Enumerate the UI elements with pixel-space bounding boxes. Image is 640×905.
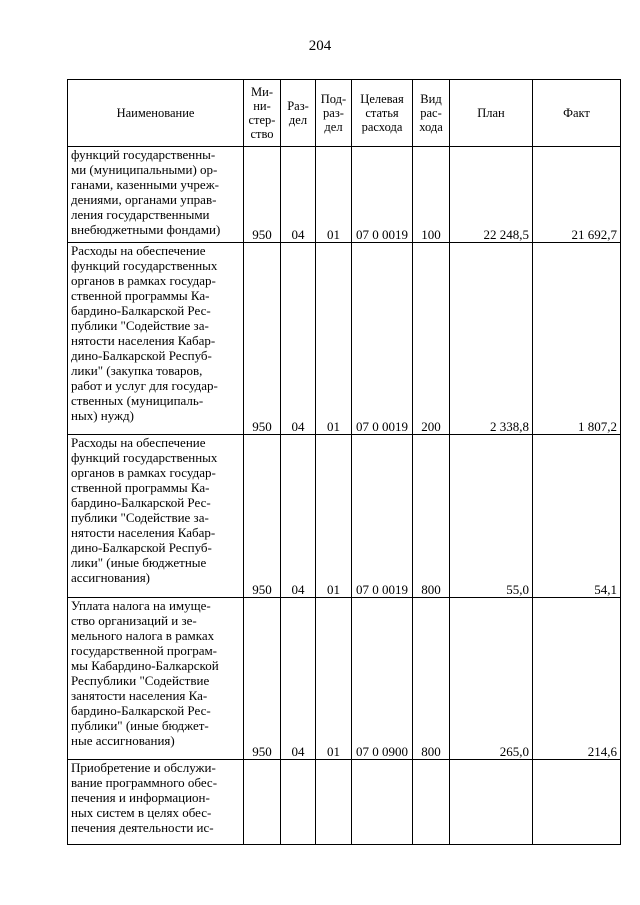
row-plan: 55,0 <box>450 435 533 598</box>
row-section <box>281 760 316 845</box>
table-row <box>68 760 621 845</box>
table-row <box>68 243 621 435</box>
header-type-label: Вид рас- хода <box>419 92 443 134</box>
header-name <box>68 80 244 147</box>
row-ministry: 950 <box>244 243 281 435</box>
row-subsection: 01 <box>316 243 352 435</box>
row-ministry: 950 <box>244 147 281 243</box>
row-ministry <box>244 760 281 845</box>
table-row <box>68 598 621 760</box>
row-target: 07 0 0019 <box>352 243 413 435</box>
row-target: 07 0 0900 <box>352 598 413 760</box>
row-subsection: 01 <box>316 147 352 243</box>
row-name: Уплата налога на имуще- ство организаций и зе- мельного налога в рамках государственной програм- мы Кабардино-Балкарской Республики "Содействие занятости населения Ка- бардино-Балкарской Рес- публики" (иные бюджет- ные ассигнования) <box>68 598 244 760</box>
row-ministry: 950 <box>244 598 281 760</box>
row-subsection <box>316 760 352 845</box>
row-plan: 2 338,8 <box>450 243 533 435</box>
row-ministry: 950 <box>244 435 281 598</box>
header-fact <box>533 80 621 147</box>
row-fact: 214,6 <box>533 598 621 760</box>
table-row <box>68 435 621 598</box>
row-type <box>413 760 450 845</box>
row-type: 800 <box>413 435 450 598</box>
row-name: Приобретение и обслужи- вание программного обес- печения и информацион- ных систем в целях обес- печения деятельности ис- <box>68 760 244 845</box>
row-section: 04 <box>281 243 316 435</box>
row-target <box>352 760 413 845</box>
header-plan-label: План <box>477 106 505 120</box>
row-target: 07 0 0019 <box>352 147 413 243</box>
header-plan <box>450 80 533 147</box>
row-fact <box>533 760 621 845</box>
budget-table <box>67 79 621 845</box>
row-section: 04 <box>281 598 316 760</box>
table-header-row <box>68 80 621 147</box>
header-section-label: Раз- дел <box>287 99 309 127</box>
header-target-label: Целевая статья расхода <box>360 92 404 134</box>
page-number: 204 <box>308 38 332 54</box>
header-type <box>413 80 450 147</box>
row-plan: 22 248,5 <box>450 147 533 243</box>
row-subsection: 01 <box>316 598 352 760</box>
row-target: 07 0 0019 <box>352 435 413 598</box>
header-subsection-label: Под- раз- дел <box>320 92 347 134</box>
header-section <box>281 80 316 147</box>
row-name: Расходы на обеспечение функций государственных органов в рамках государ- ственной программы Ка- бардино-Балкарской Рес- публики "Содействие за- нятости населения Кабар- дино-Балкарской Респуб- лики" (закупка товаров, работ и услуг для государ- ственных (муниципаль- ных) нужд) <box>68 243 244 435</box>
header-target <box>352 80 413 147</box>
header-ministry-label: Ми- ни- стер- ство <box>248 85 276 141</box>
row-type: 800 <box>413 598 450 760</box>
row-section: 04 <box>281 435 316 598</box>
row-type: 200 <box>413 243 450 435</box>
header-name-label: Наименование <box>116 106 195 120</box>
row-plan <box>450 760 533 845</box>
row-fact: 21 692,7 <box>533 147 621 243</box>
row-name: Расходы на обеспечение функций государственных органов в рамках государ- ственной программы Ка- бардино-Балкарской Рес- публики "Содействие за- нятости населения Кабар- дино-Балкарской Респуб- лики" (иные бюджетные ассигнования) <box>68 435 244 598</box>
row-name: функций государственны- ми (муниципальными) ор- ганами, казенными учреж- дениями, органами управ- ления государственными внебюджетными фондами) <box>68 147 244 243</box>
row-section: 04 <box>281 147 316 243</box>
header-ministry <box>244 80 281 147</box>
header-fact-label: Факт <box>563 106 590 120</box>
row-type: 100 <box>413 147 450 243</box>
row-plan: 265,0 <box>450 598 533 760</box>
table-row <box>68 147 621 243</box>
row-fact: 1 807,2 <box>533 243 621 435</box>
row-subsection: 01 <box>316 435 352 598</box>
row-fact: 54,1 <box>533 435 621 598</box>
header-subsection <box>316 80 352 147</box>
